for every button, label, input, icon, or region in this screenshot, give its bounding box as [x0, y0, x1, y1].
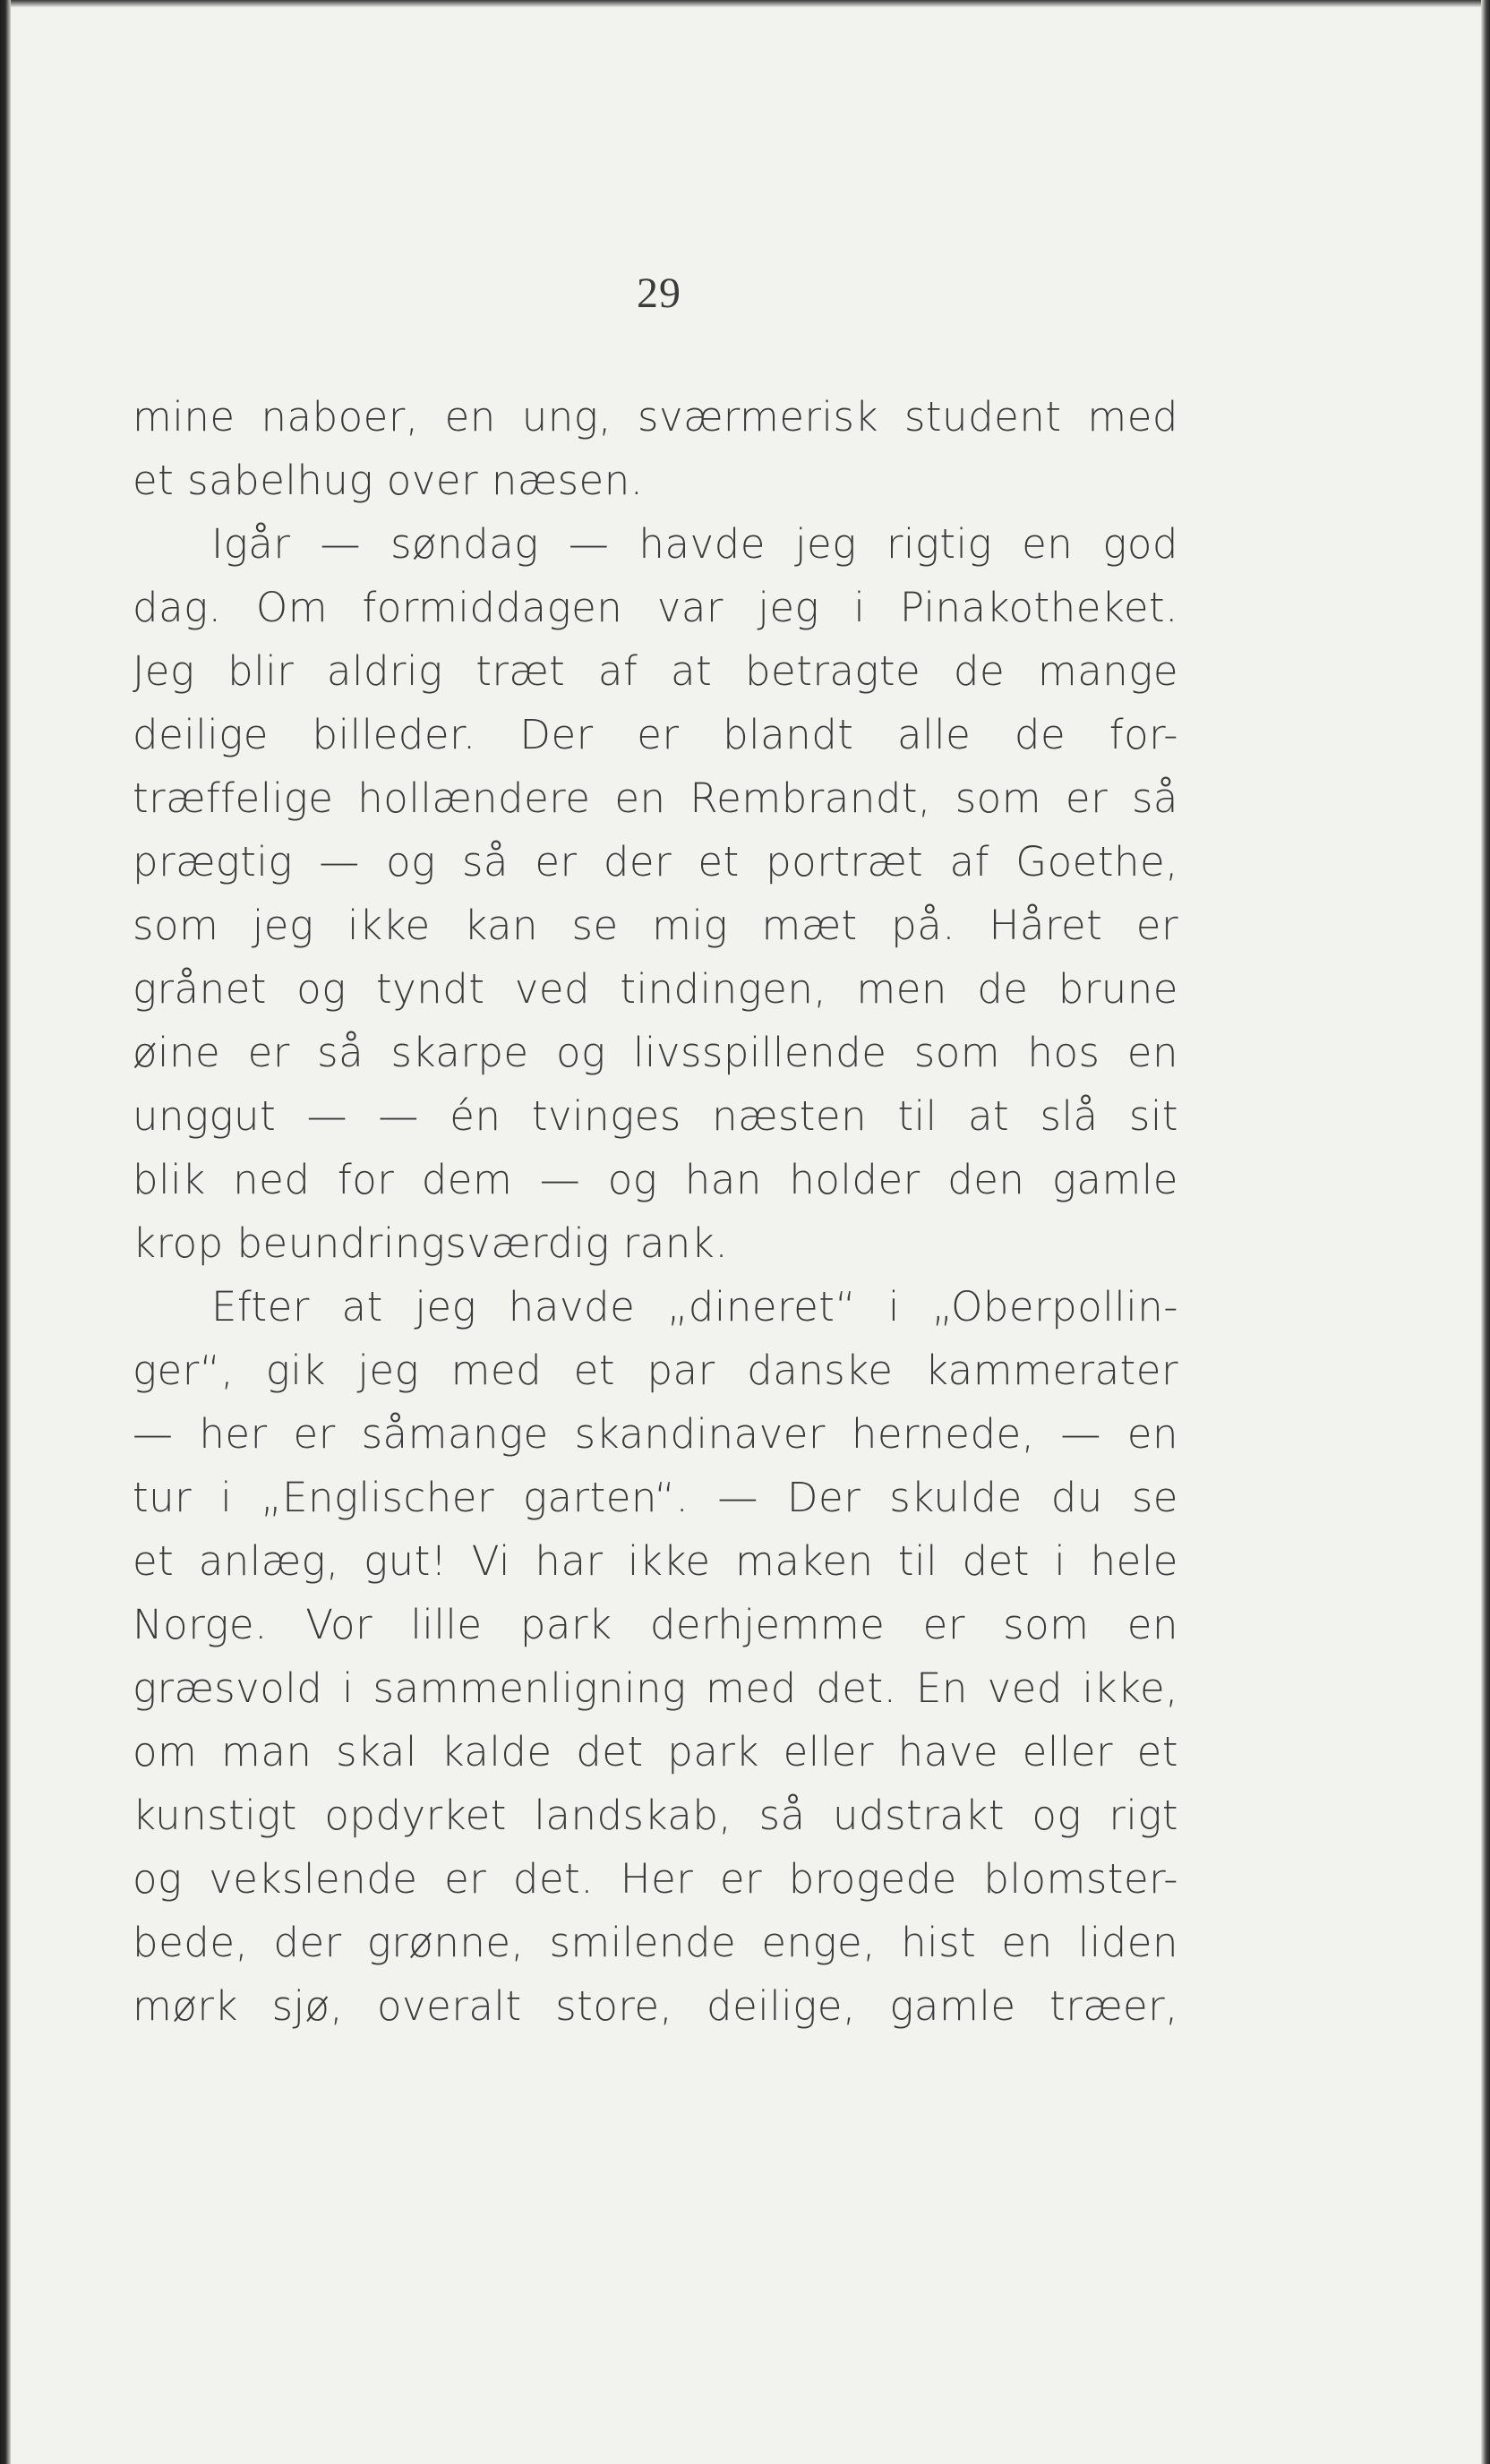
text-line: krop beundringsværdig rank. — [133, 1219, 729, 1267]
text-line: om man skal kalde det park eller have eller et — [133, 1728, 1178, 1775]
text-line: øine er så skarpe og livsspillende som hos en — [133, 1029, 1178, 1076]
text-line: Jeg blir aldrig træt af at betragte de mange — [133, 647, 1178, 695]
text-line: Efter at jeg havde „dineret“ i „Oberpollin- — [211, 1283, 1178, 1330]
text-line: et sabelhug over næsen. — [133, 457, 644, 504]
body-text — [133, 385, 1178, 2038]
scan-left-edge — [0, 0, 11, 2464]
scan-top-edge — [0, 0, 1490, 7]
text-line: blik ned for dem — og han holder den gamle — [133, 1156, 1178, 1203]
page-number: 29 — [637, 270, 681, 317]
text-line: — her er såmange skandinaver hernede, — en — [133, 1410, 1178, 1458]
text-line: som jeg ikke kan se mig mæt på. Håret er — [133, 902, 1178, 949]
text-line: ger“, gik jeg med et par danske kammerater — [133, 1347, 1178, 1394]
text-line: Norge. Vor lille park derhjemme er som en — [133, 1601, 1178, 1648]
text-line: prægtig — og så er der et portræt af Goethe, — [133, 838, 1178, 886]
text-line: unggut — — én tvinges næsten til at slå sit — [133, 1092, 1178, 1140]
text-line: træffelige hollændere en Rembrandt, som er så — [133, 774, 1178, 822]
text-line: mine naboer, en ung, sværmerisk student med — [133, 393, 1178, 441]
text-line: Igår — søndag — havde jeg rigtig en god — [211, 520, 1178, 568]
text-line: mørk sjø, overalt store, deilige, gamle træer, — [133, 1982, 1178, 2030]
text-line: kunstigt opdyrket landskab, så udstrakt og rigt — [133, 1792, 1178, 1839]
text-line: tur i „Englischer garten“. — Der skulde du se — [133, 1474, 1178, 1521]
text-line: bede, der grønne, smilende enge, hist en liden — [133, 1919, 1178, 1966]
text-line: deilige billeder. Der er blandt alle de for- — [133, 711, 1178, 758]
text-line: grånet og tyndt ved tindingen, men de brune — [133, 965, 1178, 1013]
scan-right-edge — [1481, 0, 1490, 2464]
text-line: og vekslende er det. Her er brogede blomster- — [133, 1855, 1178, 1903]
text-line: et anlæg, gut! Vi har ikke maken til det i hele — [133, 1537, 1178, 1585]
text-line: dag. Om formiddagen var jeg i Pinakotheket. — [133, 584, 1178, 631]
text-line: græsvold i sammenligning med det. En ved ikke, — [133, 1664, 1178, 1712]
